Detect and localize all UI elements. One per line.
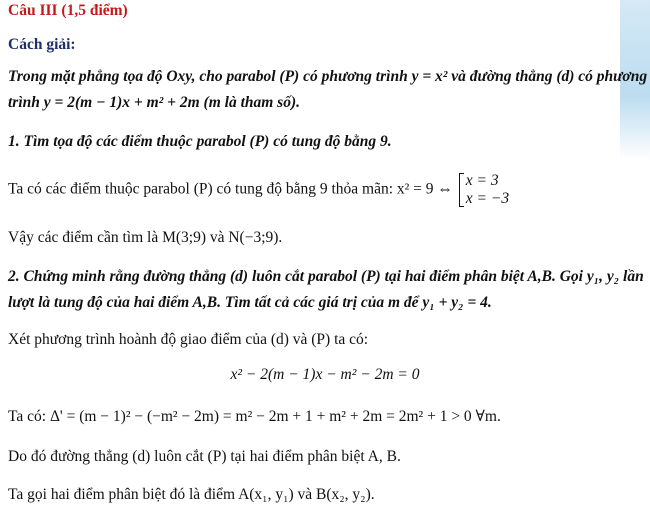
problem-statement-line-2: trình y = 2(m − 1)x + m² + 2m (m là tham số). bbox=[8, 94, 300, 111]
intersection-equation-text: x² − 2(m − 1)x − m² − 2m = 0 bbox=[230, 366, 420, 383]
part-2-question-line-2: lượt là tung độ của hai điểm A,B. Tìm tất cả các giá trị của m để y₁ + y₂ = 4. bbox=[8, 294, 492, 311]
part-1-step-text: Ta có các điểm thuộc parabol (P) có tung độ bằng 9 thỏa mãn: x² = 9 ⇔ bbox=[8, 180, 453, 198]
part-1-question: 1. Tìm tọa độ các điểm thuộc parabol (P) có tung độ bằng 9. bbox=[8, 133, 392, 150]
case-positive: x = 3 bbox=[465, 172, 499, 189]
intersection-statement: Do đó đường thẳng (d) luôn cắt (P) tại hai điểm phân biệt A, B. bbox=[8, 448, 401, 465]
intersection-equation bbox=[0, 366, 650, 384]
question-heading: Câu III (1,5 điểm) bbox=[8, 2, 128, 19]
part-1-step bbox=[8, 172, 509, 208]
solution-cases bbox=[459, 172, 509, 208]
case-negative: x = −3 bbox=[465, 190, 510, 207]
solution-label: Cách giải: bbox=[8, 36, 76, 53]
part-2-intro: Xét phương trình hoành độ giao điểm của (d) và (P) ta có: bbox=[8, 331, 369, 348]
intersection-points-line: Ta gọi hai điểm phân biệt đó là điểm A(x₁, y₁) và B(x₂, y₂). bbox=[8, 486, 375, 503]
discriminant-line: Ta có: Δ' = (m − 1)² − (−m² − 2m) = m² − 2m + 1 + m² + 2m = 2m² + 1 > 0 ∀m. bbox=[8, 408, 501, 425]
part-1-conclusion: Vậy các điểm cần tìm là M(3;9) và N(−3;9). bbox=[8, 229, 283, 246]
part-2-question-line-1: 2. Chứng minh rằng đường thẳng (d) luôn cắt parabol (P) tại hai điểm phân biệt A,B. Gọi y₁, y₂ lần bbox=[8, 268, 644, 285]
problem-statement-line-1: Trong mặt phẳng tọa độ Oxy, cho parabol (P) có phương trình y = x² và đường thẳng (d) có phương bbox=[8, 68, 648, 85]
